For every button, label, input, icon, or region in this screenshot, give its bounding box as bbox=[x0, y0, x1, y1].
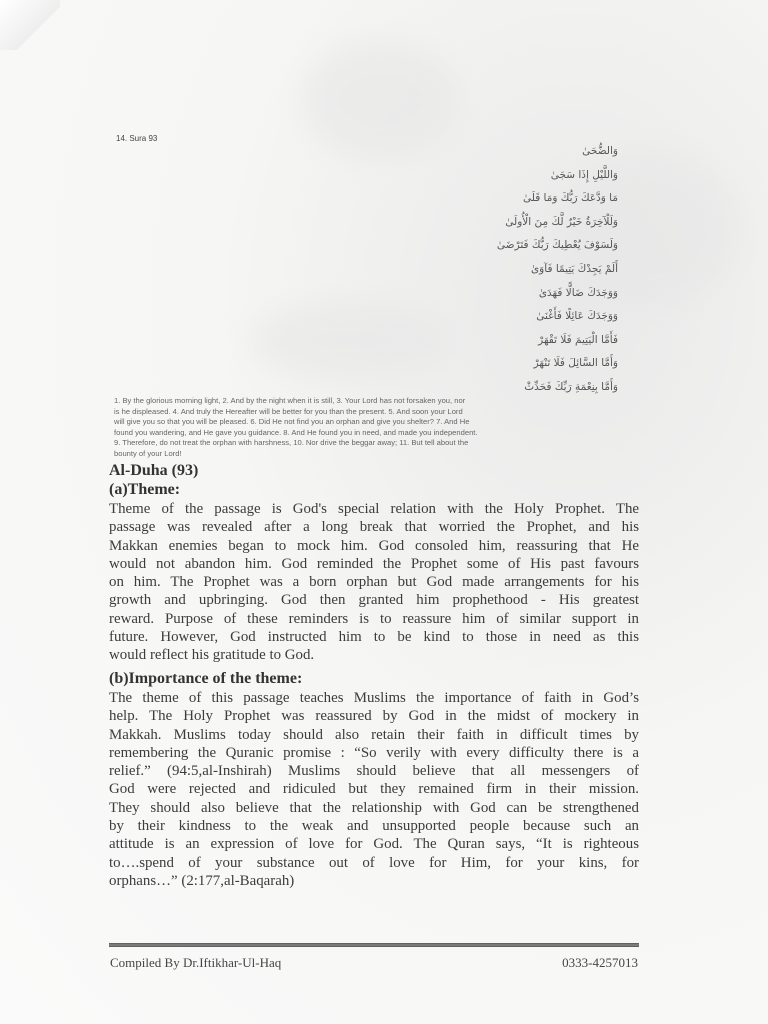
paragraph-line: to….spend of your substance out of love for Him, for your kins, for bbox=[109, 854, 639, 871]
arabic-verse: مَا وَدَّعَكَ رَبُّكَ وَمَا قَلَىٰ bbox=[522, 192, 618, 205]
arabic-verse: وَلَلْآخِرَةُ خَيْرٌ لَّكَ مِنَ الْأُولَىٰ bbox=[505, 215, 618, 228]
paragraph-line: God were rejected and ridiculed but they remained firm in their mission. bbox=[109, 781, 639, 798]
translation-line: will give you so that you will be pleased. 6. Did He not find you an orphan and give you shelter? 7. And He bbox=[114, 417, 470, 427]
paragraph-line: remembering the Quranic promise : “So verily with every difficulty there is a bbox=[109, 744, 639, 761]
paragraph-line: passage was revealed after a long break that worried the Prophet, and his bbox=[109, 519, 639, 536]
paragraph-line: on him. The Prophet was a born orphan but God made arrangements for his bbox=[109, 574, 639, 591]
arabic-verse: وَأَمَّا بِنِعْمَةِ رَبِّكَ فَحَدِّثْ bbox=[524, 380, 618, 393]
paragraph-line: by their kindness to the weak and unsupported people because such an bbox=[109, 818, 639, 835]
paragraph-line: attitude is an expression of love for God. The Quran says, “It is righteous bbox=[109, 836, 639, 853]
arabic-verse: وَوَجَدَكَ ضَالًّا فَهَدَىٰ bbox=[538, 286, 618, 299]
paragraph-line: would reflect his gratitude to God. bbox=[109, 647, 315, 664]
theme-paragraph bbox=[109, 500, 639, 665]
translation-line: 1. By the glorious morning light, 2. And by the night when it is still, 3. Your Lord has not forsaken you, nor bbox=[114, 396, 466, 405]
arabic-verse: أَلَمْ يَجِدْكَ يَتِيمًا فَآوَىٰ bbox=[530, 262, 618, 275]
paragraph-line: would not abandon him. God reminded the Prophet some of His past favours bbox=[109, 555, 639, 572]
paragraph-line: future. However, God instructed him to be kind to those in need as this bbox=[109, 629, 639, 646]
arabic-verse: وَلَسَوْفَ يُعْطِيكَ رَبُّكَ فَتَرْضَىٰ bbox=[496, 239, 618, 252]
footer-divider bbox=[109, 943, 639, 947]
page-corner-fold bbox=[0, 0, 60, 50]
arabic-verse: فَأَمَّا الْيَتِيمَ فَلَا تَقْهَرْ bbox=[538, 333, 618, 346]
sura-label: 14. Sura 93 bbox=[116, 134, 158, 143]
paragraph-line: growth and upbringing. God then granted him prophethood - His greatest bbox=[109, 592, 639, 609]
paragraph-line: orphans…” (2:177,al-Baqarah) bbox=[109, 872, 295, 889]
arabic-verse: وَالضُّحَىٰ bbox=[582, 145, 618, 157]
arabic-verse: وَأَمَّا السَّائِلَ فَلَا تَنْهَرْ bbox=[533, 357, 618, 370]
importance-paragraph bbox=[109, 689, 639, 890]
section-title: Al-Duha (93) bbox=[109, 462, 199, 479]
arabic-verse: وَوَجَدَكَ عَائِلًا فَأَغْنَىٰ bbox=[536, 310, 618, 323]
paragraph-line: The theme of this passage teaches Muslims the importance of faith in God’s bbox=[109, 690, 639, 706]
arabic-verse: وَاللَّيْلِ إِذَا سَجَىٰ bbox=[550, 168, 618, 181]
translation-line: 9. Therefore, do not treat the orphan with harshness, 10. Nor drive the beggar away; 11. But tell about the bbox=[114, 438, 469, 448]
paragraph-line: Makkan enemies began to mock him. God consoled him, reassuring that He bbox=[109, 537, 639, 554]
footer-phone: 0333-4257013 bbox=[562, 955, 638, 970]
translation-line: is he displeased. 4. And truly the Hereafter will be better for you than the present. 5. And soon your Lord bbox=[114, 406, 463, 416]
paragraph-line: help. The Holy Prophet was reassured by God in the midst of mockery in bbox=[109, 708, 639, 725]
theme-heading: (a)Theme: bbox=[109, 481, 181, 498]
paragraph-line: Makkah. Muslims today should also retain their faith in difficult times by bbox=[109, 726, 639, 743]
footer-compiled-by: Compiled By Dr.Iftikhar-Ul-Haq bbox=[110, 955, 282, 970]
paragraph-line: Theme of the passage is God's special relation with the Holy Prophet. The bbox=[109, 501, 639, 517]
paragraph-line: They should also believe that the relationship with God can be strengthened bbox=[109, 799, 639, 816]
paragraph-line: reward. Purpose of these reminders is to reassure him of similar support in bbox=[109, 610, 639, 627]
importance-heading: (b)Importance of the theme: bbox=[109, 670, 303, 687]
translation-line: found you wandering, and He gave you guidance. 8. And He found you in need, and made you independent. bbox=[114, 427, 478, 437]
arabic-verses bbox=[418, 140, 618, 400]
translation-line: bounty of your Lord! bbox=[114, 448, 182, 458]
english-translation bbox=[114, 396, 638, 460]
paragraph-line: relief.” (94:5,al-Inshirah) Muslims should believe that all messengers of bbox=[109, 763, 639, 780]
